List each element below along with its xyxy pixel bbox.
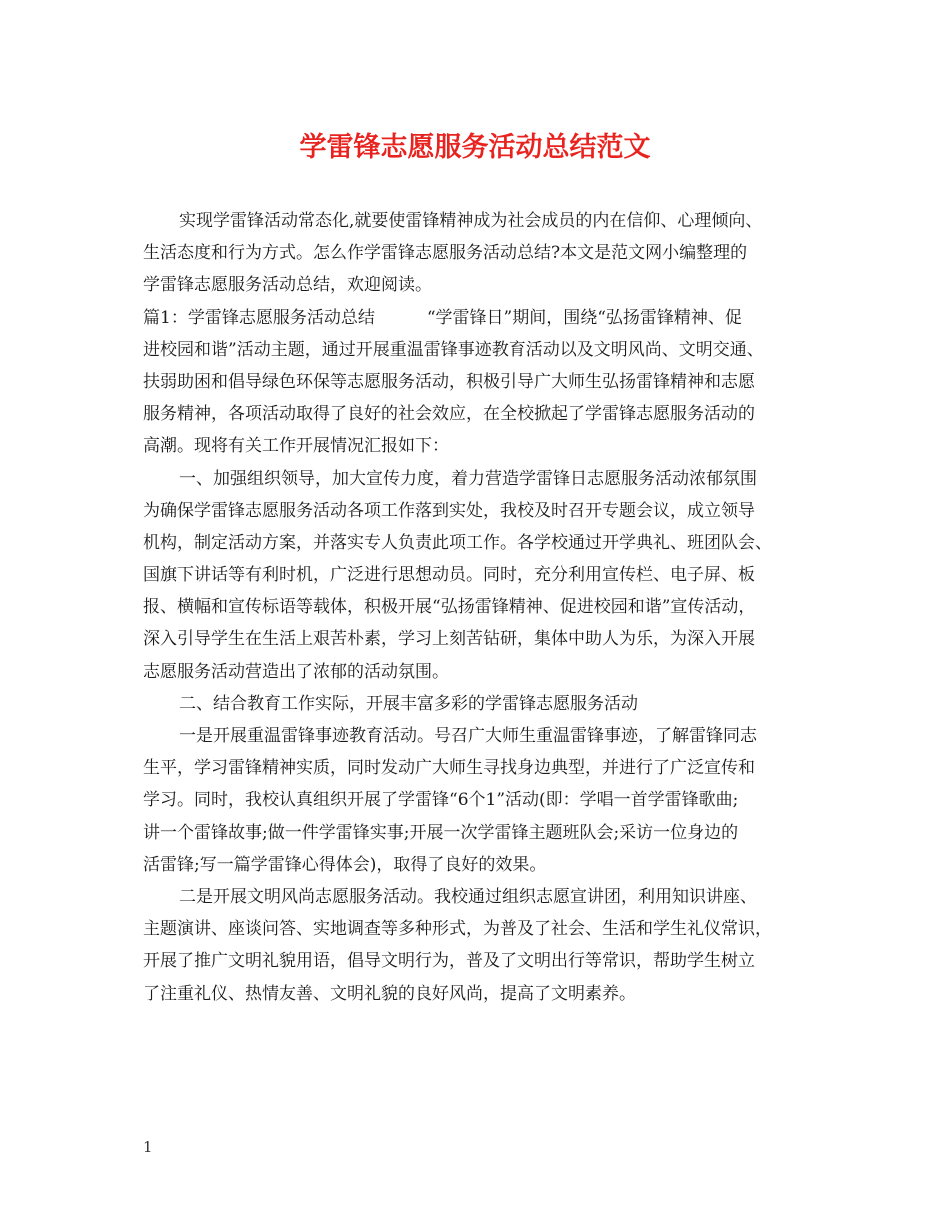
text-line: 二是开展文明风尚志愿服务活动。我校通过组织志愿宣讲团，利用知识讲座、	[179, 886, 757, 907]
page-number: 1	[143, 1138, 153, 1156]
text-line: 开展了推广文明礼貌用语，倡导文明行为，普及了文明出行等常识，帮助学生树立	[143, 951, 755, 972]
subheading-line: 一、加强组织领导，加大宣传力度，着力营造学雷锋日志愿服务活动浓郁氛围	[179, 468, 757, 489]
text-line: 机构，制定活动方案，并落实专人负责此项工作。各学校通过开学典礼、班团队会、	[143, 532, 772, 553]
text-line: 一是开展重温雷锋事迹教育活动。号召广大师生重温雷锋事迹，了解雷锋同志	[179, 726, 757, 746]
text-line: 高潮。现将有关工作开展情况汇报如下：	[143, 436, 449, 457]
text-line: 学雷锋志愿服务活动总结，欢迎阅读。	[143, 275, 432, 296]
subheading-line: 二、结合教育工作实际，开展丰富多彩的学雷锋志愿服务活动	[179, 693, 638, 714]
text-line: 扶弱助困和倡导绿色环保等志愿服务活动，积极引导广大师生弘扬雷锋精神和志愿	[143, 371, 755, 392]
text-line: 为确保学雷锋志愿服务活动各项工作落到实处，我校及时召开专题会议，成立领导	[143, 500, 755, 521]
text-line: 深入引导学生在生活上艰苦朴素，学习上刻苦钻研，集体中助人为乐，为深入开展	[143, 629, 755, 650]
text-line: 活雷锋;写一篇学雷锋心得体会)，取得了良好的效果。	[143, 854, 547, 875]
text-line: 主题演讲、座谈问答、实地调查等多种形式，为普及了社会、生活和学生礼仪常识，	[143, 919, 772, 940]
text-line: 生活态度和行为方式。怎么作学雷锋志愿服务活动总结?本文是范文网小编整理的	[143, 243, 748, 264]
text-line: 服务精神，各项活动取得了良好的社会效应，在全校掀起了学雷锋志愿服务活动的	[143, 404, 755, 425]
text-line: 讲一个雷锋故事;做一件学雷锋实事;开展一次学雷锋主题班队会;采访一位身边的	[143, 822, 739, 843]
text-line: 报、横幅和宣传标语等载体，积极开展“弘扬雷锋精神、促进校园和谐”宣传活动，	[143, 597, 756, 618]
text-line: 生平，学习雷锋精神实质，同时发动广大师生寻找身边典型，并进行了广泛宣传和	[143, 758, 755, 779]
text-line: 志愿服务活动营造出了浓郁的活动氛围。	[143, 661, 449, 682]
section-heading-line	[143, 302, 815, 334]
text-line-continuation: “学雷锋日”期间，围绕“弘扬雷锋精神、促	[426, 307, 742, 328]
document-body	[143, 205, 815, 1010]
text-line: 学习。同时，我校认真组织开展了学雷锋“6个1”活动(即：学唱一首学雷锋歌曲;	[143, 790, 739, 811]
text-line: 国旗下讲话等有利时机，广泛进行思想动员。同时，充分利用宣传栏、电子屏、板	[143, 565, 755, 586]
section-heading: 篇1：学雷锋志愿服务活动总结	[143, 307, 375, 328]
text-line: 进校园和谐”活动主题，通过开展重温雷锋事迹教育活动以及文明风尚、文明交通、	[143, 339, 764, 360]
text-line: 了注重礼仪、热情友善、文明礼貌的良好风尚，提高了文明素养。	[143, 983, 636, 1004]
document-title: 学雷锋志愿服务活动总结范文	[299, 132, 651, 163]
text-line: 实现学雷锋活动常态化,就要使雷锋精神成为社会成员的内在信仰、心理倾向、	[179, 211, 763, 231]
